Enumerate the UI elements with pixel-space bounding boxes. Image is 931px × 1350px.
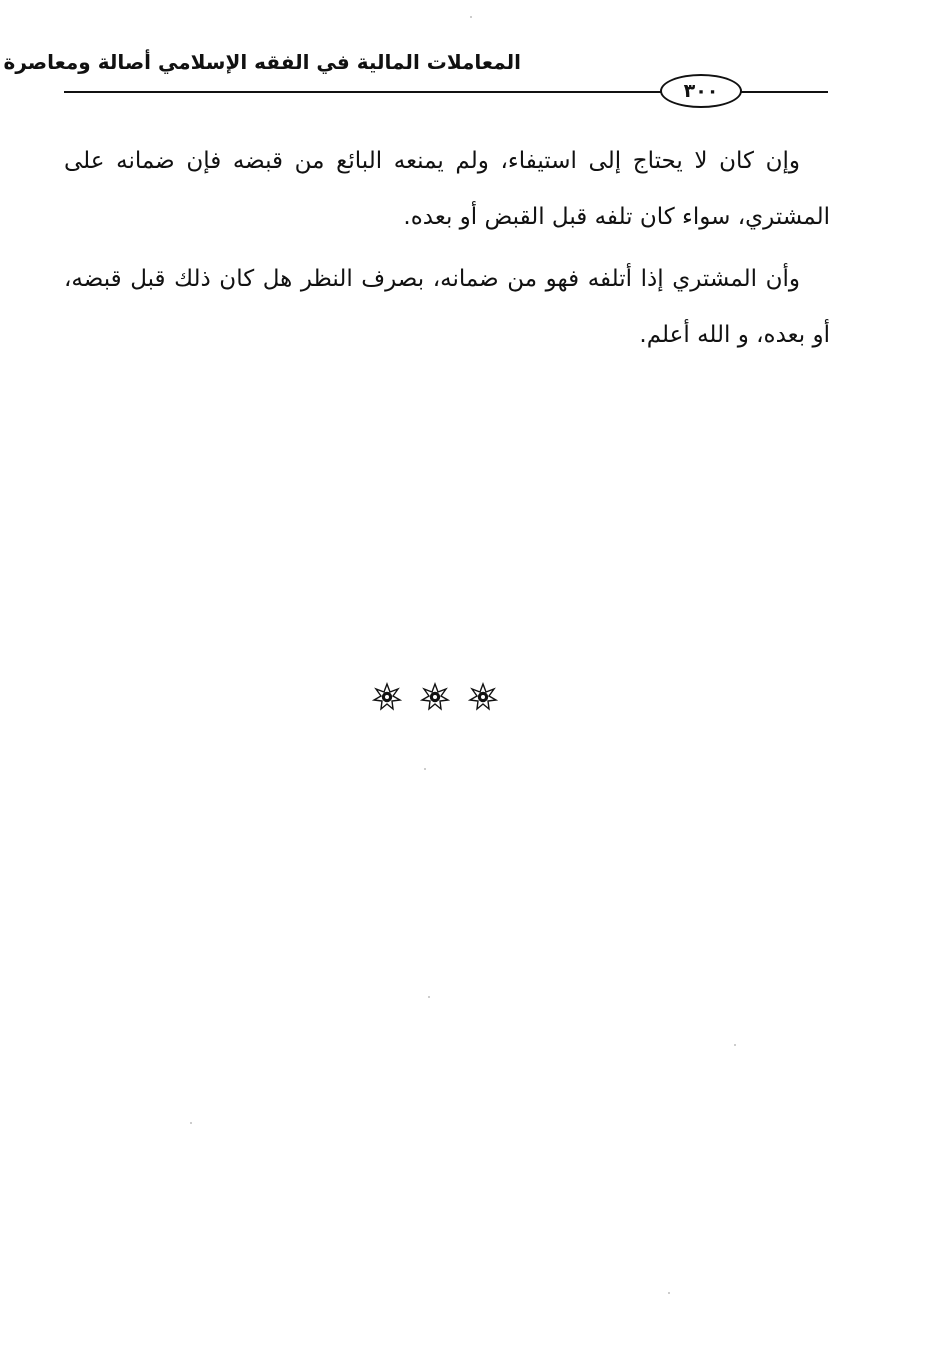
scan-speck (190, 1122, 192, 1124)
paragraph-1: وإن كان لا يحتاج إلى استيفاء، ولم يمنعه البائع من قبضه فإن ضمانه على المشتري، سواء كان تلفه قبل القبض أو بعده. (64, 148, 830, 230)
floral-star-icon (468, 682, 498, 712)
running-title: المعاملات المالية في الفقه الإسلامي أصالة ومعاصرة (3, 50, 521, 74)
body-text (64, 133, 830, 369)
scan-speck (428, 996, 430, 998)
page-number-badge: ٣٠٠ (660, 74, 742, 108)
floral-star-icon (420, 682, 450, 712)
paragraph-2: وأن المشتري إذا أتلفه فهو من ضمانه، بصرف النظر هل كان ذلك قبل قبضه، أو بعده، و الله أعلم. (64, 266, 830, 348)
scan-speck (734, 1044, 736, 1046)
scan-speck (470, 16, 472, 18)
scan-speck (424, 768, 426, 770)
floral-star-icon (372, 682, 402, 712)
scan-speck (668, 1292, 670, 1294)
section-end-ornament (372, 680, 498, 714)
